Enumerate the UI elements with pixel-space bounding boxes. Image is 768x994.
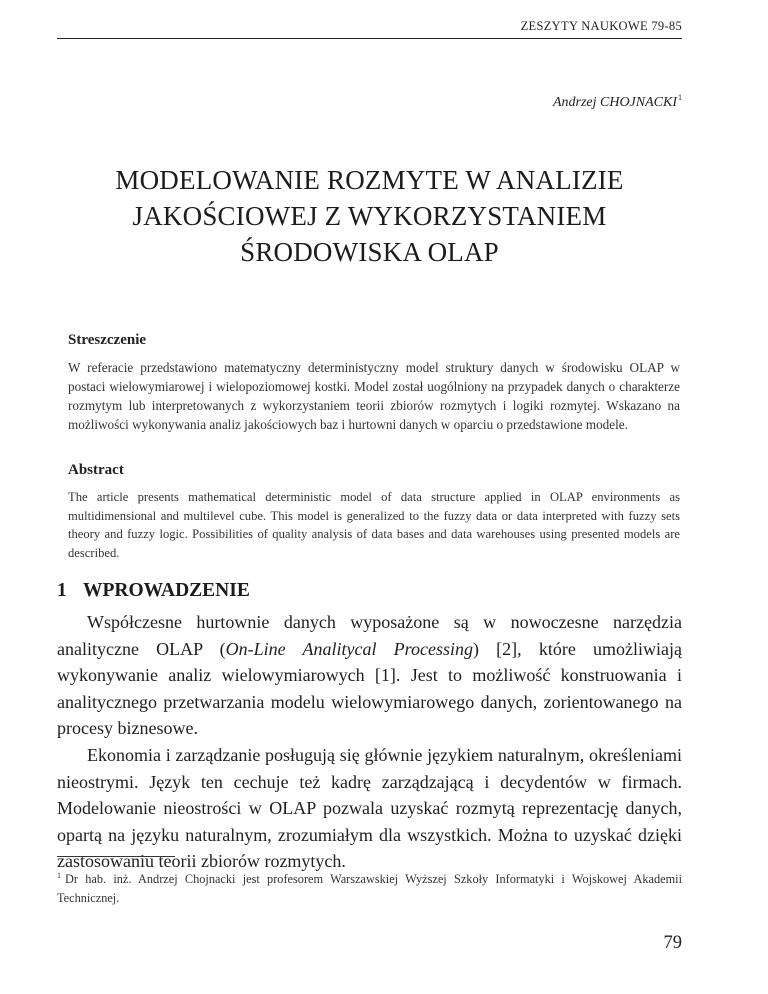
author-name: Andrzej CHOJNACKI [552,95,677,110]
section-title: WPROWADZENIE [83,580,250,601]
body-paragraph-2: Ekonomia i zarządzanie posługują się głównie językiem naturalnym, określeniami nieostrymi. Język ten cechuje też kadrę zarządzającą i decydentów w firmach. Modelowanie nieostrości w OLAP pozwala uzyskać rozmytą reprezentację danych, opartą na języku naturalnym, zrozumiałym dla wszystkich. Można to uzyskać dzięki zastosowaniu teorii zbiorów rozmytych. [57,745,682,871]
running-header: ZESZYTY NAUKOWE 79-85 [520,19,682,33]
abstract-text: The article presents mathematical deterministic model of data structure applied in OLAP environments as multidimensional and multilevel cube. This model is generalized to the fuzzy data or data interpreted with fuzzy sets theory and fuzzy logic. Possibilities of quality analysis of data bases and data warehouses using presented models are described. [68,490,680,560]
footnote-mark: 1 [57,871,61,880]
page-number: 79 [663,933,682,953]
olap-expansion: On-Line Analitycal Processing [225,638,473,659]
paragraph-text: ) [2], które umożliwiają wykonywanie analiz wielowymiarowych [1]. Jest to możliwość konstruowania i analitycznego przetwarzania modelu wielowymiarowego danych, zorientowanego na procesy biznesowe. [57,638,682,738]
footnote-rule [57,856,175,857]
streszczenie-heading: Streszczenie [68,332,147,348]
header-rule [57,38,682,39]
author-line [553,93,682,111]
section-heading [57,580,250,602]
title-line-2: JAKOŚCIOWEJ Z WYKORZYSTANIEM [132,201,607,231]
body-paragraph-1 [57,609,682,742]
paper-title [57,162,682,270]
footnote-text: Dr hab. inż. Andrzej Chojnacki jest profesorem Warszawskiej Wyższej Szkoły Informatyki i Wojskowej Akademii Technicznej. [57,872,682,905]
title-line-3: ŚRODOWISKA OLAP [240,237,499,267]
footnote [57,866,682,908]
section-number: 1 [57,580,67,601]
title-line-1: MODELOWANIE ROZMYTE W ANALIZIE [115,165,624,195]
streszczenie-text: W referacie przedstawiono matematyczny deterministyczny model struktury danych w środowisku OLAP w postaci wielowymiarowej i wielopoziomowej kostki. Model został uogólniony na przypadek danych o charakterze rozmytym lub interpretowanych z wykorzystaniem teorii zbiorów rozmytych i logiki rozmytej. Wskazano na możliwości wykonywania analiz jakościowych baz i hurtowni danych w oparciu o przedstawione modele. [68,360,680,432]
paragraph-text: Współczesne hurtownie danych wyposażone są w nowoczesne narzędzia analityczne OLAP ( [57,612,682,659]
author-footnote-mark: 1 [678,93,682,102]
abstract-heading: Abstract [68,462,124,478]
